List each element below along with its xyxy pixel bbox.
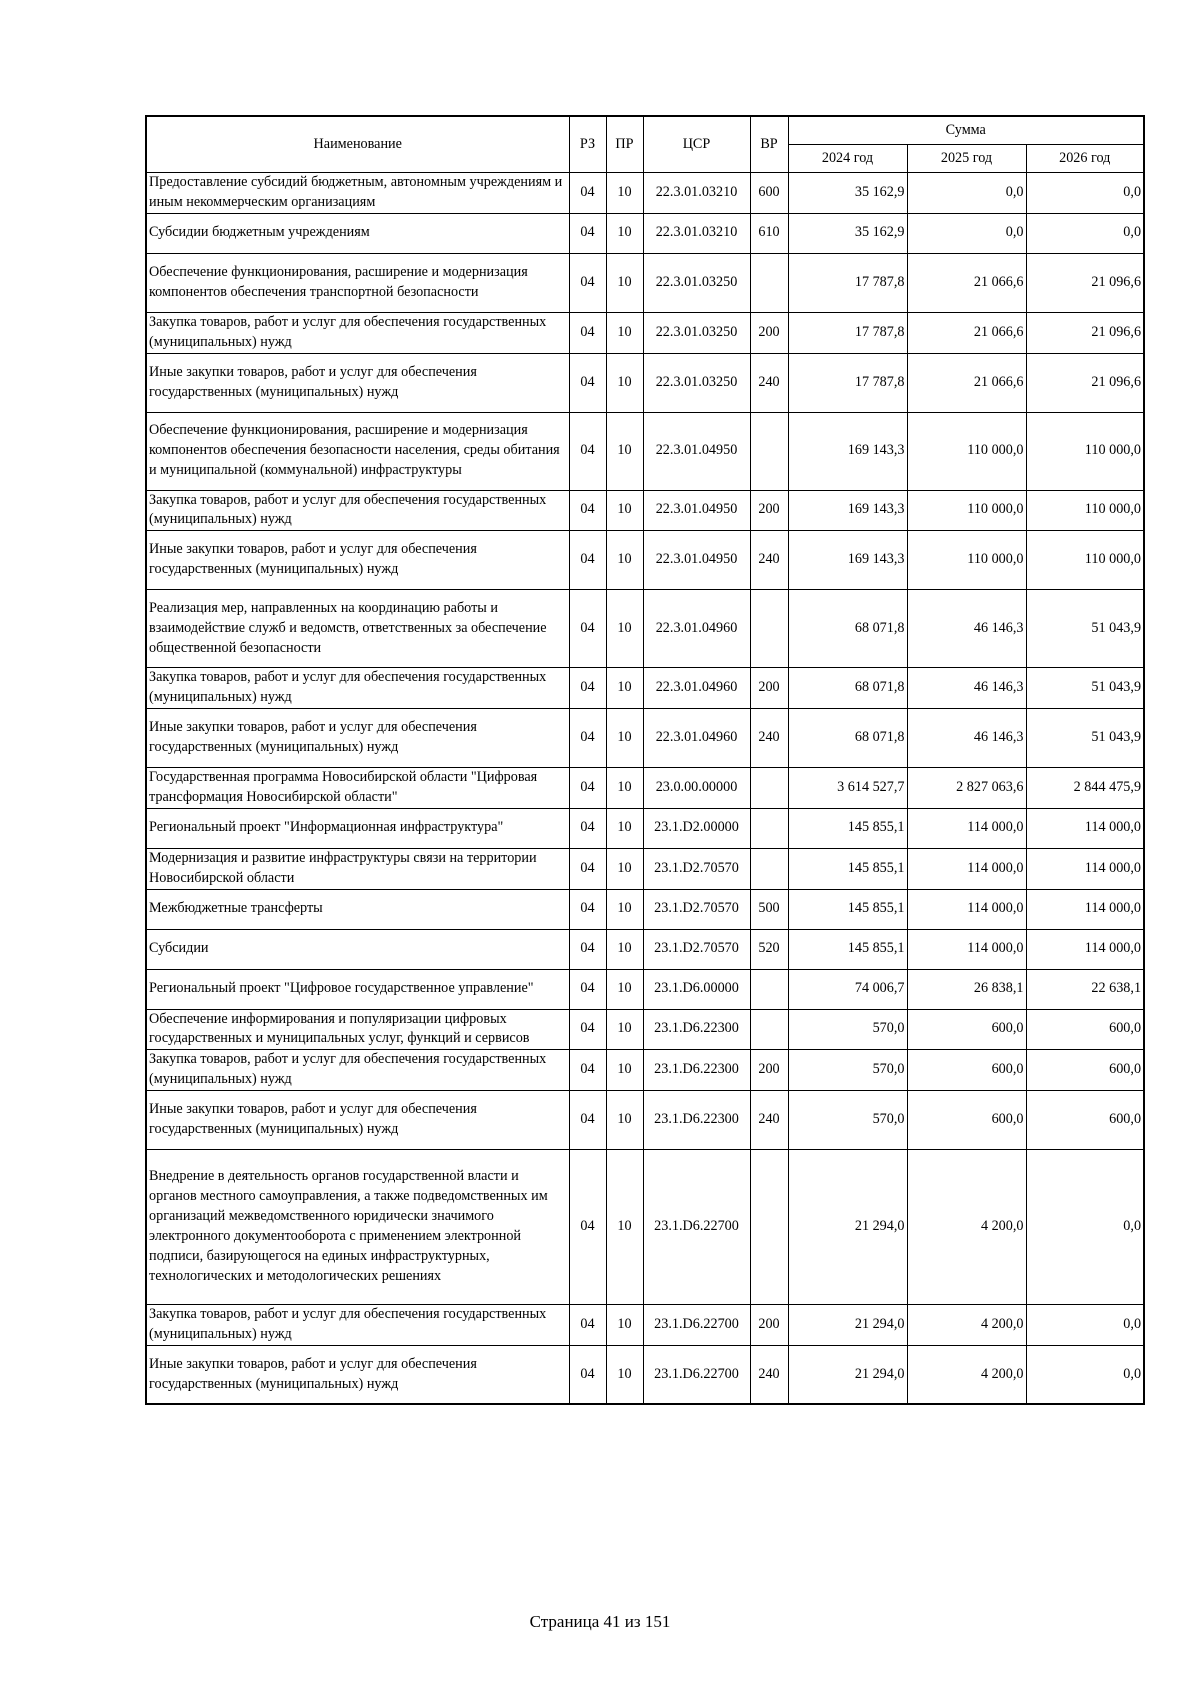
cell-pr: 10 [606,709,643,768]
cell-pr: 10 [606,768,643,809]
cell-rz: 04 [569,213,606,253]
cell-csr: 23.0.00.00000 [643,768,750,809]
cell-2025: 110 000,0 [907,412,1026,490]
cell-rz: 04 [569,312,606,353]
cell-2026: 110 000,0 [1026,531,1144,590]
cell-csr: 22.3.01.03210 [643,173,750,214]
cell-pr: 10 [606,531,643,590]
cell-name: Иные закупки товаров, работ и услуг для обеспечения государственных (муниципальных) нужд [146,1091,569,1150]
cell-2024: 169 143,3 [788,490,907,531]
cell-name: Модернизация и развитие инфраструктуры связи на территории Новосибирской области [146,848,569,889]
cell-2025: 110 000,0 [907,490,1026,531]
cell-2024: 68 071,8 [788,709,907,768]
cell-2024: 145 855,1 [788,808,907,848]
cell-pr: 10 [606,353,643,412]
cell-name: Закупка товаров, работ и услуг для обеспечения государственных (муниципальных) нужд [146,1050,569,1091]
cell-2025: 26 838,1 [907,969,1026,1009]
cell-name: Государственная программа Новосибирской области "Цифровая трансформация Новосибирской области" [146,768,569,809]
cell-rz: 04 [569,1345,606,1404]
cell-vr: 240 [750,1091,788,1150]
cell-csr: 23.1.D2.70570 [643,848,750,889]
cell-vr: 240 [750,1345,788,1404]
cell-pr: 10 [606,969,643,1009]
cell-pr: 10 [606,590,643,668]
cell-2024: 17 787,8 [788,253,907,312]
cell-2025: 4 200,0 [907,1150,1026,1305]
table-row [146,590,1144,668]
cell-name: Предоставление субсидий бюджетным, автономным учреждениям и иным некоммерческим организациям [146,173,569,214]
cell-2026: 110 000,0 [1026,412,1144,490]
table-row [146,312,1144,353]
cell-name: Внедрение в деятельность органов государственной власти и органов местного самоуправления, а также подведомственных им организаций межведомственного юридически значимого электронного документооборота с применением электронной подписи, базирующегося на единых инфраструктурных, технологических и методологических решениях [146,1150,569,1305]
budget-table [145,115,1145,1405]
cell-2026: 0,0 [1026,1305,1144,1346]
table-row [146,412,1144,490]
cell-csr: 23.1.D6.22700 [643,1345,750,1404]
cell-pr: 10 [606,1305,643,1346]
cell-2025: 46 146,3 [907,590,1026,668]
cell-rz: 04 [569,253,606,312]
cell-2025: 0,0 [907,173,1026,214]
cell-rz: 04 [569,590,606,668]
cell-2025: 4 200,0 [907,1345,1026,1404]
cell-2024: 21 294,0 [788,1150,907,1305]
cell-2026: 114 000,0 [1026,848,1144,889]
cell-csr: 23.1.D2.00000 [643,808,750,848]
cell-name: Иные закупки товаров, работ и услуг для обеспечения государственных (муниципальных) нужд [146,1345,569,1404]
cell-vr [750,412,788,490]
cell-pr: 10 [606,490,643,531]
cell-pr: 10 [606,173,643,214]
cell-vr [750,808,788,848]
cell-rz: 04 [569,353,606,412]
cell-name: Обеспечение информирования и популяризации цифровых государственных и муниципальных услуг, функций и сервисов [146,1009,569,1050]
cell-rz: 04 [569,1305,606,1346]
table-row [146,1305,1144,1346]
table-row [146,353,1144,412]
cell-2024: 17 787,8 [788,353,907,412]
cell-pr: 10 [606,668,643,709]
cell-vr [750,253,788,312]
cell-pr: 10 [606,889,643,929]
cell-csr: 22.3.01.04950 [643,531,750,590]
cell-2024: 145 855,1 [788,889,907,929]
page-number: Страница 41 из 151 [529,1612,671,1631]
cell-2024: 145 855,1 [788,848,907,889]
cell-2026: 22 638,1 [1026,969,1144,1009]
cell-pr: 10 [606,1050,643,1091]
cell-vr [750,969,788,1009]
cell-csr: 22.3.01.03250 [643,353,750,412]
cell-2026: 110 000,0 [1026,490,1144,531]
cell-csr: 22.3.01.03250 [643,312,750,353]
cell-pr: 10 [606,929,643,969]
cell-rz: 04 [569,490,606,531]
cell-name: Обеспечение функционирования, расширение и модернизация компонентов обеспечения транспортной безопасности [146,253,569,312]
cell-csr: 23.1.D2.70570 [643,929,750,969]
cell-name: Региональный проект "Информационная инфраструктура" [146,808,569,848]
cell-2025: 600,0 [907,1050,1026,1091]
header-year-2025: 2025 год [907,145,1026,173]
cell-rz: 04 [569,173,606,214]
cell-name: Межбюджетные трансферты [146,889,569,929]
cell-2026: 114 000,0 [1026,929,1144,969]
cell-2025: 114 000,0 [907,889,1026,929]
cell-2024: 570,0 [788,1050,907,1091]
cell-2024: 17 787,8 [788,312,907,353]
cell-2026: 0,0 [1026,1345,1144,1404]
table-row [146,213,1144,253]
cell-2025: 600,0 [907,1009,1026,1050]
header-year-2026: 2026 год [1026,145,1144,173]
header-rz: РЗ [569,116,606,173]
cell-2025: 114 000,0 [907,848,1026,889]
cell-name: Иные закупки товаров, работ и услуг для обеспечения государственных (муниципальных) нужд [146,531,569,590]
header-row [146,116,1144,145]
cell-vr [750,1009,788,1050]
table-row [146,1345,1144,1404]
header-vr: ВР [750,116,788,173]
cell-vr: 200 [750,1050,788,1091]
cell-2025: 600,0 [907,1091,1026,1150]
cell-csr: 22.3.01.04950 [643,490,750,531]
cell-name: Закупка товаров, работ и услуг для обеспечения государственных (муниципальных) нужд [146,1305,569,1346]
header-name: Наименование [146,116,569,173]
cell-2025: 4 200,0 [907,1305,1026,1346]
cell-pr: 10 [606,412,643,490]
table-row [146,490,1144,531]
cell-2026: 0,0 [1026,1150,1144,1305]
cell-rz: 04 [569,1150,606,1305]
cell-2026: 114 000,0 [1026,889,1144,929]
table-row [146,1009,1144,1050]
cell-2026: 0,0 [1026,173,1144,214]
cell-csr: 23.1.D6.22300 [643,1091,750,1150]
cell-vr [750,848,788,889]
cell-2024: 145 855,1 [788,929,907,969]
cell-2024: 21 294,0 [788,1305,907,1346]
cell-vr: 610 [750,213,788,253]
cell-vr: 200 [750,1305,788,1346]
table-row [146,1091,1144,1150]
cell-vr: 600 [750,173,788,214]
cell-2025: 46 146,3 [907,668,1026,709]
cell-2026: 51 043,9 [1026,709,1144,768]
cell-vr [750,1150,788,1305]
header-pr: ПР [606,116,643,173]
cell-2026: 51 043,9 [1026,590,1144,668]
cell-2025: 21 066,6 [907,253,1026,312]
cell-csr: 22.3.01.03210 [643,213,750,253]
cell-2025: 0,0 [907,213,1026,253]
cell-2026: 2 844 475,9 [1026,768,1144,809]
cell-csr: 23.1.D6.22300 [643,1009,750,1050]
cell-vr: 520 [750,929,788,969]
cell-pr: 10 [606,213,643,253]
cell-2026: 0,0 [1026,213,1144,253]
table-row [146,531,1144,590]
cell-csr: 22.3.01.04960 [643,668,750,709]
cell-name: Иные закупки товаров, работ и услуг для обеспечения государственных (муниципальных) нужд [146,709,569,768]
table-row [146,848,1144,889]
cell-vr: 200 [750,490,788,531]
header-sum: Сумма [788,116,1144,145]
cell-2024: 570,0 [788,1091,907,1150]
table-row [146,889,1144,929]
table-row [146,808,1144,848]
cell-2024: 3 614 527,7 [788,768,907,809]
cell-rz: 04 [569,668,606,709]
cell-2025: 21 066,6 [907,353,1026,412]
cell-2024: 21 294,0 [788,1345,907,1404]
cell-2024: 74 006,7 [788,969,907,1009]
cell-2025: 114 000,0 [907,929,1026,969]
cell-rz: 04 [569,1009,606,1050]
cell-2025: 21 066,6 [907,312,1026,353]
cell-vr: 240 [750,353,788,412]
cell-csr: 23.1.D6.22300 [643,1050,750,1091]
cell-2026: 21 096,6 [1026,312,1144,353]
cell-name: Субсидии бюджетным учреждениям [146,213,569,253]
table-row [146,768,1144,809]
cell-csr: 23.1.D2.70570 [643,889,750,929]
cell-rz: 04 [569,808,606,848]
cell-csr: 22.3.01.04960 [643,590,750,668]
cell-2024: 169 143,3 [788,531,907,590]
table-row [146,1050,1144,1091]
table-row [146,668,1144,709]
cell-rz: 04 [569,531,606,590]
cell-pr: 10 [606,1009,643,1050]
cell-2025: 114 000,0 [907,808,1026,848]
cell-rz: 04 [569,412,606,490]
cell-2026: 21 096,6 [1026,253,1144,312]
cell-csr: 22.3.01.03250 [643,253,750,312]
cell-vr: 200 [750,312,788,353]
cell-2024: 35 162,9 [788,213,907,253]
cell-name: Реализация мер, направленных на координацию работы и взаимодействие служб и ведомств, ответственных за обеспечение общественной безопасности [146,590,569,668]
cell-rz: 04 [569,709,606,768]
header-csr: ЦСР [643,116,750,173]
cell-name: Субсидии [146,929,569,969]
cell-pr: 10 [606,808,643,848]
cell-2024: 169 143,3 [788,412,907,490]
cell-pr: 10 [606,1345,643,1404]
cell-vr [750,768,788,809]
cell-pr: 10 [606,1091,643,1150]
cell-rz: 04 [569,889,606,929]
cell-vr [750,590,788,668]
cell-csr: 23.1.D6.00000 [643,969,750,1009]
cell-2026: 600,0 [1026,1091,1144,1150]
cell-2026: 600,0 [1026,1050,1144,1091]
cell-rz: 04 [569,848,606,889]
cell-vr: 240 [750,531,788,590]
cell-pr: 10 [606,312,643,353]
table-row [146,253,1144,312]
cell-2024: 35 162,9 [788,173,907,214]
cell-2026: 114 000,0 [1026,808,1144,848]
cell-2025: 2 827 063,6 [907,768,1026,809]
table-row [146,1150,1144,1305]
cell-name: Иные закупки товаров, работ и услуг для обеспечения государственных (муниципальных) нужд [146,353,569,412]
cell-csr: 23.1.D6.22700 [643,1150,750,1305]
cell-2025: 46 146,3 [907,709,1026,768]
cell-name: Обеспечение функционирования, расширение и модернизация компонентов обеспечения безопасности населения, среды обитания и муниципальной (коммунальной) инфраструктуры [146,412,569,490]
cell-rz: 04 [569,969,606,1009]
cell-rz: 04 [569,1091,606,1150]
cell-2025: 110 000,0 [907,531,1026,590]
cell-vr: 240 [750,709,788,768]
cell-name: Закупка товаров, работ и услуг для обеспечения государственных (муниципальных) нужд [146,668,569,709]
cell-pr: 10 [606,253,643,312]
cell-2024: 68 071,8 [788,590,907,668]
cell-rz: 04 [569,768,606,809]
cell-2024: 68 071,8 [788,668,907,709]
cell-rz: 04 [569,1050,606,1091]
cell-csr: 23.1.D6.22700 [643,1305,750,1346]
cell-pr: 10 [606,848,643,889]
cell-csr: 22.3.01.04950 [643,412,750,490]
cell-vr: 500 [750,889,788,929]
table-row [146,929,1144,969]
cell-2026: 21 096,6 [1026,353,1144,412]
cell-2026: 600,0 [1026,1009,1144,1050]
table-row [146,969,1144,1009]
cell-2024: 570,0 [788,1009,907,1050]
header-year-2024: 2024 год [788,145,907,173]
table-row [146,709,1144,768]
cell-name: Закупка товаров, работ и услуг для обеспечения государственных (муниципальных) нужд [146,490,569,531]
cell-name: Региональный проект "Цифровое государственное управление" [146,969,569,1009]
cell-name: Закупка товаров, работ и услуг для обеспечения государственных (муниципальных) нужд [146,312,569,353]
cell-2026: 51 043,9 [1026,668,1144,709]
cell-csr: 22.3.01.04960 [643,709,750,768]
table-body [146,173,1144,1405]
cell-rz: 04 [569,929,606,969]
cell-pr: 10 [606,1150,643,1305]
table-row [146,173,1144,214]
cell-vr: 200 [750,668,788,709]
